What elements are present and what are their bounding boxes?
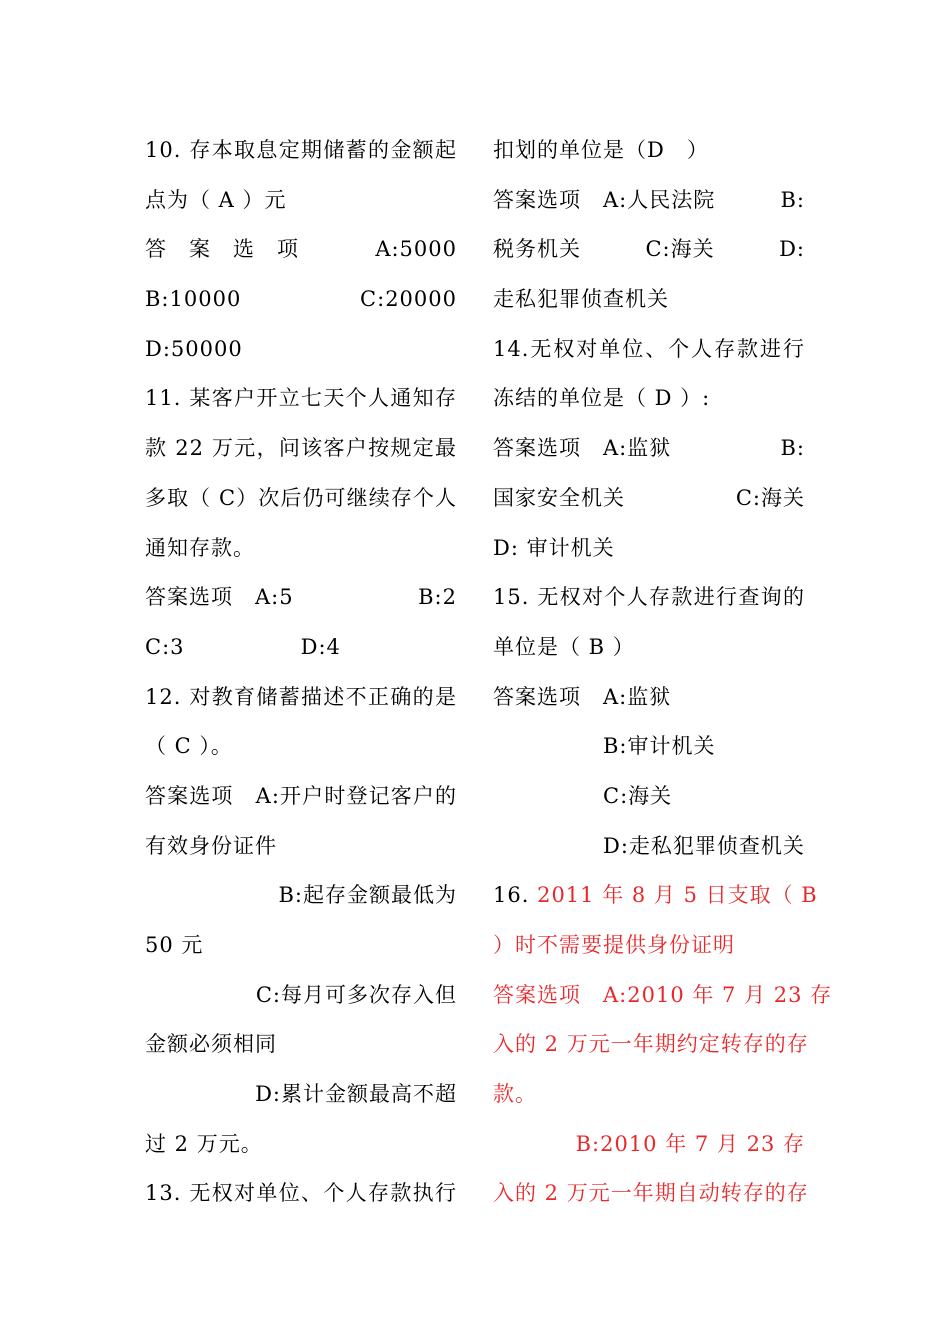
text-line: D:走私犯罪侦查机关 — [603, 833, 805, 858]
text-line: 冻结的单位是（ D ）: — [493, 386, 711, 411]
highlight-segment: 2011 年 8 月 5 日支取（ B — [537, 883, 818, 908]
text-line: 答案选项 A:开户时登记客户的 — [145, 783, 457, 808]
text-line — [145, 573, 457, 623]
text-line: 款 22 万元，问该客户按规定最 — [145, 436, 457, 461]
text-segment: C:海关 — [735, 485, 805, 510]
text-line: 11. 某客户开立七天个人通知存 — [145, 386, 457, 411]
text-line — [493, 225, 805, 275]
text-line: 通知存款。 — [145, 535, 255, 560]
text-line: 10. 存本取息定期储蓄的金额起 — [145, 138, 457, 162]
text-line: 入的 2 万元一年期约定转存的存 — [493, 1032, 809, 1057]
text-line: 有效身份证件 — [145, 833, 277, 858]
text-line — [493, 424, 805, 474]
text-line — [145, 623, 457, 673]
text-line: 多取（ C）次后仍可继续存个人 — [145, 485, 457, 510]
text-line: C:海关 — [603, 783, 673, 808]
text-line: B:2010 年 7 月 23 存 — [575, 1131, 805, 1156]
text-line: B:起存金额最低为 — [278, 883, 457, 908]
text-line: B:审计机关 — [603, 734, 716, 759]
text-segment: D: — [779, 237, 805, 262]
text-segment: B:2 — [418, 585, 457, 610]
text-line — [493, 871, 818, 921]
text-segment: D:4 — [300, 634, 341, 659]
text-segment: C:海关 — [645, 237, 715, 262]
text-line: D:累计金额最高不超 — [255, 1082, 457, 1107]
text-line: D:50000 — [145, 336, 243, 361]
text-line: 走私犯罪侦查机关 — [493, 287, 669, 312]
text-segment: 16. — [493, 883, 538, 908]
text-segment: 答案选项 A:5 — [145, 585, 294, 610]
text-segment: C:20000 — [360, 287, 457, 312]
text-line: 金额必须相同 — [145, 1032, 277, 1057]
text-segment: 税务机关 — [493, 237, 581, 262]
text-segment: 答案选项 A:监狱 — [493, 436, 672, 461]
text-segment: 答 案 选 项 — [145, 237, 299, 262]
text-line: 14.无权对单位、个人存款进行 — [493, 336, 805, 361]
text-line: 50 元 — [145, 933, 204, 957]
text-line: 过 2 万元。 — [145, 1131, 263, 1156]
text-line: ）时不需要提供身份证明 — [493, 933, 735, 957]
text-line: 入的 2 万元一年期自动转存的存 — [493, 1181, 809, 1206]
text-segment: B: — [780, 436, 805, 461]
text-line — [145, 225, 457, 275]
text-segment: A:5000 — [375, 237, 457, 262]
text-segment: C:3 — [145, 634, 185, 659]
text-line: 答案选项 A:2010 年 7 月 23 存 — [493, 982, 833, 1007]
text-line: D: 审计机关 — [493, 535, 615, 560]
text-line: 点为（ A ）元 — [145, 187, 287, 212]
text-line: 12. 对教育储蓄描述不正确的是 — [145, 684, 457, 709]
text-segment: 答案选项 A:人民法院 — [493, 187, 716, 212]
text-line — [493, 474, 805, 524]
text-segment: B:10000 — [145, 287, 242, 312]
text-line — [493, 176, 805, 226]
right-column — [493, 126, 833, 1219]
text-segment: 国家安全机关 — [493, 485, 625, 510]
text-line — [145, 275, 457, 325]
text-segment: B: — [780, 187, 805, 212]
text-line: （ C ）。 — [145, 734, 233, 759]
left-column — [145, 126, 457, 1219]
text-line: 扣划的单位是（D ） — [493, 138, 709, 162]
text-line: 答案选项 A:监狱 — [493, 684, 672, 709]
text-line: 款。 — [493, 1082, 537, 1107]
text-line: 13. 无权对单位、个人存款执行 — [145, 1181, 457, 1206]
text-line: 15. 无权对个人存款进行查询的 — [493, 585, 805, 610]
text-line: C:每月可多次存入但 — [255, 982, 457, 1007]
text-line: 单位是（ B ） — [493, 634, 635, 659]
